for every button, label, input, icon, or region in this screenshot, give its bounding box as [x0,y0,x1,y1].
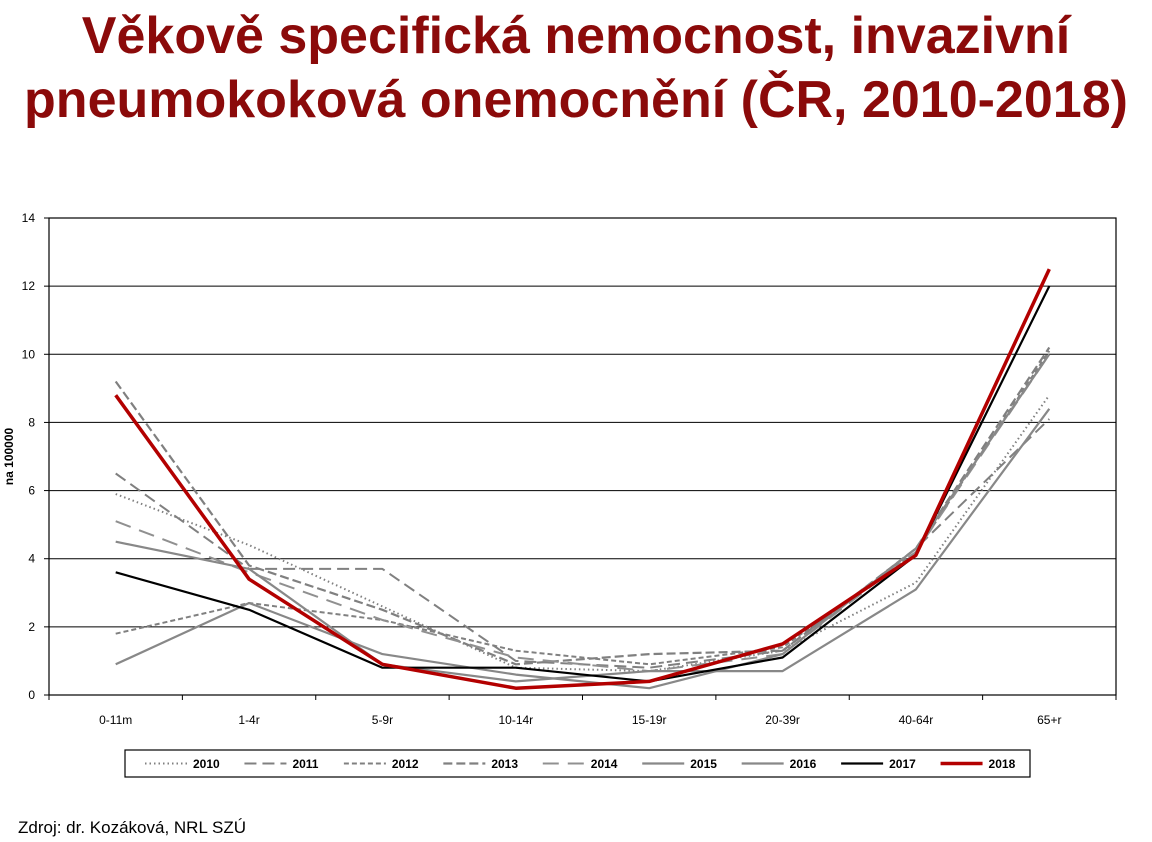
x-tick-label: 65+r [1037,713,1062,727]
x-tick-label: 1-4r [238,713,260,727]
series-line-2017 [116,286,1050,681]
y-tick-label: 14 [21,211,35,225]
title-line-1: Věkově specifická nemocnost, invazivní [81,7,1071,65]
y-tick-label: 6 [28,483,35,498]
series-lines [116,269,1050,688]
x-tick-label: 40-64r [898,713,934,727]
legend-label-2015: 2015 [690,757,717,771]
series-line-2016 [116,409,1050,682]
y-tick-label: 0 [28,688,35,702]
title-line-2: pneumokoková onemocnění (ČR, 2010-2018) [24,71,1128,129]
grid-lines [49,218,1116,695]
series-line-2010 [116,395,1050,671]
page-title [0,4,1152,132]
y-axis-label: na 100000 [2,427,16,486]
plot-border [49,218,1116,695]
legend-label-2017: 2017 [889,757,916,771]
x-tick-label: 15-19r [631,713,667,727]
series-line-2014 [116,354,1050,671]
legend-label-2016: 2016 [789,757,817,771]
y-tick-label: 4 [28,551,35,566]
x-tick-label: 0-11m [99,713,133,727]
legend-label-2010: 2010 [193,757,220,771]
line-chart [0,200,1152,785]
x-tick-label: 10-14r [498,713,534,727]
legend [125,750,1030,777]
x-tick-label: 20-39r [765,713,800,727]
y-tick-label: 8 [28,415,35,430]
series-line-2013 [116,348,1050,665]
legend-label-2011: 2011 [292,757,319,771]
y-tick-label: 12 [21,279,35,294]
legend-label-2012: 2012 [391,757,419,771]
y-tick-label: 2 [28,619,35,634]
series-line-2012 [116,351,1050,664]
series-line-2015 [116,354,1050,688]
series-line-2018 [116,269,1050,688]
legend-label-2018: 2018 [988,757,1016,771]
source-note: Zdroj: dr. Kozáková, NRL SZÚ [18,818,247,837]
x-tick-label: 5-9r [371,713,394,727]
y-tick-label: 10 [21,347,35,362]
legend-label-2014: 2014 [590,757,618,771]
series-line-2011 [116,419,1050,668]
legend-label-2013: 2013 [491,757,519,771]
